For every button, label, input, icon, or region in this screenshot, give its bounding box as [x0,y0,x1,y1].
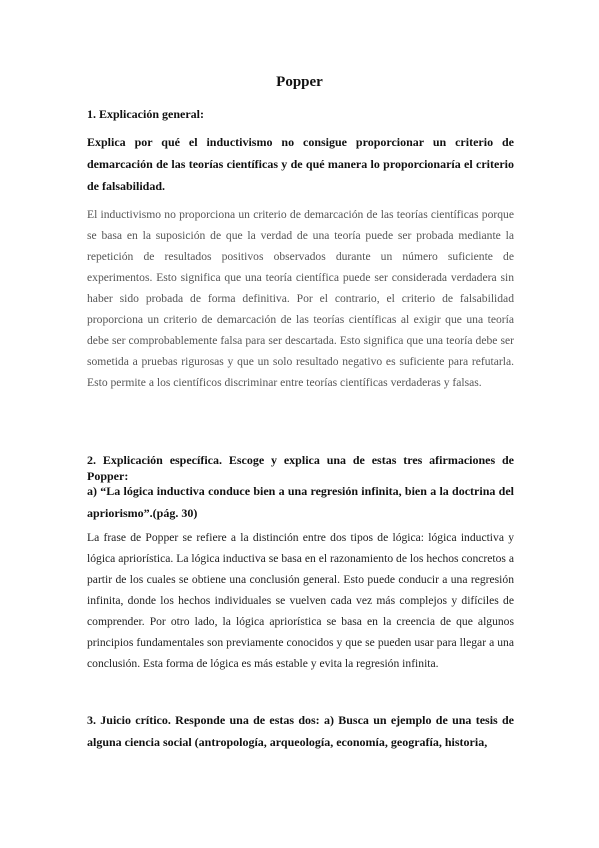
section2-answer: La frase de Popper se refiere a la distinción entre dos tipos de lógica: lógica inductiva y lógica apriorística. La lógica inductiva se basa en el razonamiento de los hechos concretos a partir de los cuales se obtiene una conclusión general. Esto puede conducir a una regresión infinita, donde los hechos individuales se vuelven cada vez más complejos y difíciles de comprender. Por otro lado, la lógica apriorística se basa en la creencia de que algunos principios fundamentales son previamente conocidos y que se pueden usar para llegar a una conclusión. Esta forma de lógica es más estable y evita la regresión infinita. [87,531,514,670]
section1-answer: El inductivismo no proporciona un criterio de demarcación de las teorías científicas porque se basa en la suposición de que la verdad de una teoría puede ser probada mediante la repetición de resultados positivos observados durante un número suficiente de experimentos. Esto significa que una teoría científica puede ser considerada verdadera sin haber sido probada de forma definitiva. Por el contrario, el criterio de falsabilidad proporciona un criterio de demarcación de las teorías científicas al exigir que una teoría debe ser comprobablemente falsa para ser descartada. Esto significa que una teoría debe ser sometida a pruebas rigurosas y que un solo resultado negativo es suficiente para refutarla. Esto permite a los científicos discriminar entre teorías científicas verdaderas y falsas. [87,208,514,389]
section2-heading: 2. Explicación específica. Escoge y explica una de estas tres afirmaciones de Popper: [87,453,514,483]
document-title: Popper [276,74,323,90]
section1-question: Explica por qué el inductivismo no consigue proporcionar un criterio de demarcación de las teorías científicas y de qué manera lo proporcionaría el criterio de falsabilidad. [87,135,514,193]
section3-heading: 3. Juicio crítico. Responde una de estas dos: a) Busca un ejemplo de una tesis de alguna ciencia social (antropología, arqueología, economía, geografía, historia, [87,713,514,749]
section1-heading: 1. Explicación general: [87,107,204,121]
section2-quote: a) “La lógica inductiva conduce bien a una regresión infinita, bien a la doctrina del apriorismo”.(pág. 30) [87,484,514,520]
